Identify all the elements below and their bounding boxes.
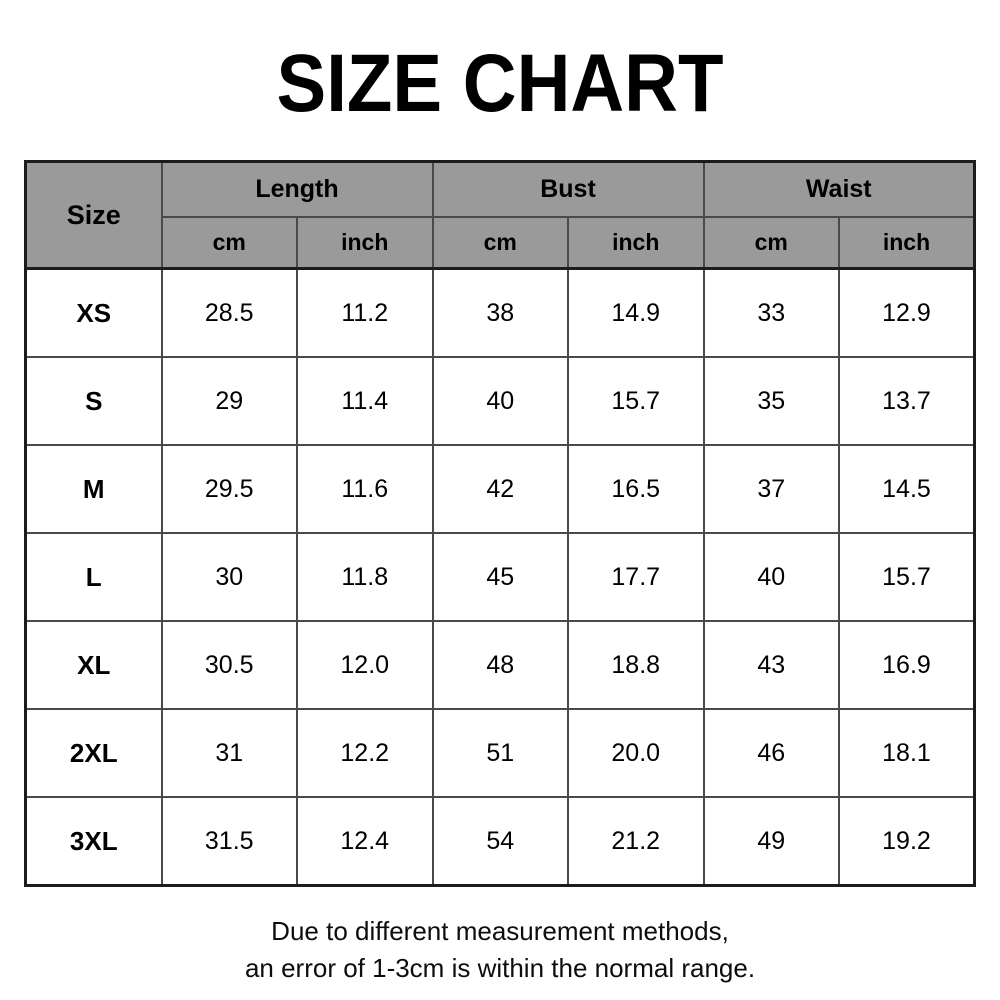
data-cell: 31 — [162, 709, 298, 797]
data-cell: 16.5 — [568, 445, 704, 533]
data-cell: 40 — [704, 533, 840, 621]
length-cm-header: cm — [162, 217, 298, 269]
data-cell: 20.0 — [568, 709, 704, 797]
header-unit-row — [26, 217, 975, 269]
data-cell: 16.9 — [839, 621, 975, 709]
table-row — [26, 709, 975, 797]
data-cell: 49 — [704, 797, 840, 886]
data-cell: 38 — [433, 269, 569, 358]
table-row — [26, 445, 975, 533]
data-cell: 14.5 — [839, 445, 975, 533]
size-chart-table — [24, 160, 976, 887]
data-cell: 18.1 — [839, 709, 975, 797]
data-cell: 19.2 — [839, 797, 975, 886]
group-header-waist: Waist — [704, 162, 975, 218]
page-title: SIZE CHART — [276, 37, 724, 130]
data-cell: 14.9 — [568, 269, 704, 358]
table-header — [26, 162, 975, 269]
data-cell: 28.5 — [162, 269, 298, 358]
waist-inch-header: inch — [839, 217, 975, 269]
group-header-length: Length — [162, 162, 433, 218]
data-cell: 15.7 — [839, 533, 975, 621]
size-cell: 3XL — [26, 797, 162, 886]
table-row — [26, 269, 975, 358]
data-cell: 12.9 — [839, 269, 975, 358]
data-cell: 33 — [704, 269, 840, 358]
data-cell: 40 — [433, 357, 569, 445]
size-cell: XS — [26, 269, 162, 358]
data-cell: 29 — [162, 357, 298, 445]
data-cell: 18.8 — [568, 621, 704, 709]
data-cell: 54 — [433, 797, 569, 886]
data-cell: 30 — [162, 533, 298, 621]
bust-inch-header: inch — [568, 217, 704, 269]
data-cell: 51 — [433, 709, 569, 797]
measurement-disclaimer — [245, 913, 755, 987]
data-cell: 48 — [433, 621, 569, 709]
data-cell: 11.6 — [297, 445, 433, 533]
size-cell: XL — [26, 621, 162, 709]
data-cell: 45 — [433, 533, 569, 621]
table-row — [26, 357, 975, 445]
data-cell: 11.4 — [297, 357, 433, 445]
size-cell: L — [26, 533, 162, 621]
data-cell: 11.2 — [297, 269, 433, 358]
size-column-header: Size — [26, 162, 162, 269]
data-cell: 37 — [704, 445, 840, 533]
disclaimer-line-2: an error of 1-3cm is within the normal range. — [244, 952, 756, 983]
length-inch-header: inch — [297, 217, 433, 269]
size-cell: M — [26, 445, 162, 533]
data-cell: 35 — [704, 357, 840, 445]
data-cell: 30.5 — [162, 621, 298, 709]
table-row — [26, 797, 975, 886]
data-cell: 12.2 — [297, 709, 433, 797]
data-cell: 29.5 — [162, 445, 298, 533]
size-cell: S — [26, 357, 162, 445]
bust-cm-header: cm — [433, 217, 569, 269]
data-cell: 12.0 — [297, 621, 433, 709]
waist-cm-header: cm — [704, 217, 840, 269]
data-cell: 46 — [704, 709, 840, 797]
data-cell: 11.8 — [297, 533, 433, 621]
data-cell: 21.2 — [568, 797, 704, 886]
data-cell: 17.7 — [568, 533, 704, 621]
data-cell: 13.7 — [839, 357, 975, 445]
header-group-row — [26, 162, 975, 218]
table-row — [26, 533, 975, 621]
table-row — [26, 621, 975, 709]
data-cell: 43 — [704, 621, 840, 709]
data-cell: 31.5 — [162, 797, 298, 886]
table-body — [26, 269, 975, 886]
size-cell: 2XL — [26, 709, 162, 797]
disclaimer-line-1: Due to different measurement methods, — [271, 916, 729, 946]
data-cell: 42 — [433, 445, 569, 533]
group-header-bust: Bust — [433, 162, 704, 218]
data-cell: 15.7 — [568, 357, 704, 445]
data-cell: 12.4 — [297, 797, 433, 886]
